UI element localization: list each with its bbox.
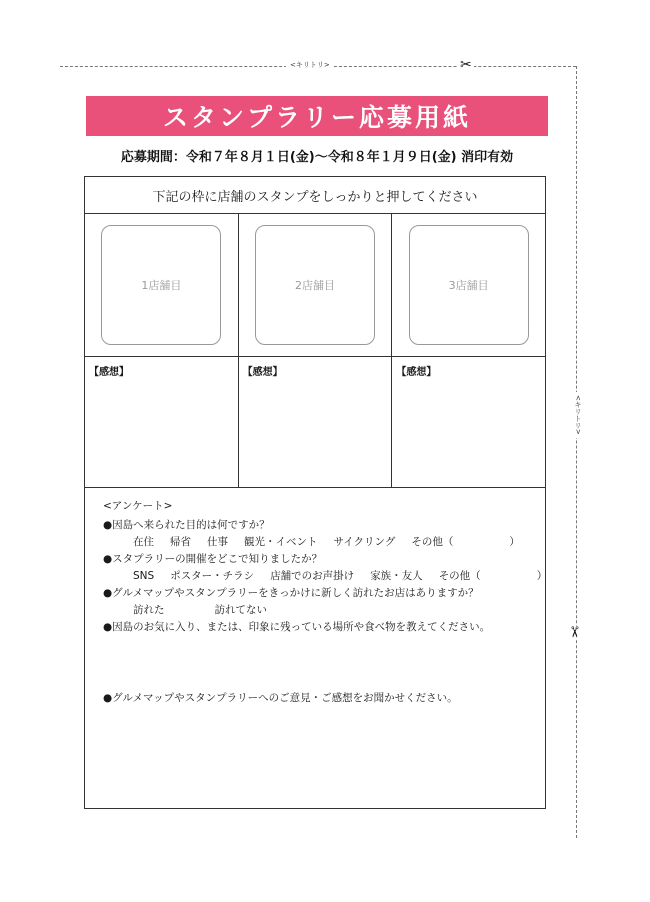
option[interactable]: 帰省 — [170, 536, 191, 548]
stamp-cell-2 — [238, 214, 392, 356]
impression-label: 【感想】 — [89, 367, 129, 378]
stamp-cell-3 — [391, 214, 545, 356]
survey-question: ●グルメマップやスタンプラリーへのご意見・ご感想をお聞かせください。 — [103, 692, 458, 704]
option[interactable]: サイクリング — [333, 536, 396, 548]
answer-area[interactable] — [103, 636, 527, 690]
stamp-box[interactable]: 2店舗目 — [255, 225, 375, 345]
scissors-icon: ✂ — [460, 57, 472, 73]
option[interactable]: 訪れてない — [214, 604, 267, 616]
impression-field[interactable] — [391, 357, 545, 487]
entry-form — [84, 176, 546, 809]
option[interactable]: 訪れた — [133, 604, 165, 616]
cut-label-vertical: <キリトリ> — [571, 392, 583, 438]
option[interactable]: SNS — [133, 570, 155, 582]
survey-options — [103, 534, 527, 551]
scissors-icon: ✂ — [565, 625, 584, 639]
stamp-cell-1 — [85, 214, 238, 356]
impression-label: 【感想】 — [396, 367, 437, 378]
cut-line-vertical — [576, 66, 577, 838]
survey-options — [103, 568, 548, 585]
form-title: スタンプラリー応募用紙 — [86, 96, 548, 136]
impression-field[interactable] — [238, 357, 392, 487]
impression-field[interactable] — [85, 357, 238, 487]
impression-label: 【感想】 — [242, 367, 283, 378]
application-period: 応募期間：令和７年８月１日(金)～令和８年１月９日(金) 消印有効 — [120, 150, 514, 165]
survey-title: <アンケート> — [103, 500, 173, 512]
survey-question: ●因島のお気に入り、または、印象に残っている場所や食べ物を教えてください。 — [103, 621, 491, 633]
survey-question: ●因島へ来られた目的は何ですか？ — [103, 519, 270, 531]
option[interactable]: その他（ — [411, 536, 454, 548]
stamp-row — [85, 214, 545, 357]
option[interactable]: その他（ — [438, 570, 481, 582]
impression-row — [85, 357, 545, 488]
option[interactable]: 家族・友人 — [370, 570, 423, 582]
stamp-box[interactable]: 3店舗目 — [409, 225, 529, 345]
option-paren-close: ） — [509, 536, 520, 548]
option[interactable]: 仕事 — [207, 536, 228, 548]
survey-section — [85, 488, 548, 717]
survey-question: ●スタプラリーの開催をどこで知りましたか？ — [103, 553, 323, 565]
survey-options — [103, 602, 527, 619]
option-paren-close: ） — [536, 570, 548, 582]
option[interactable]: 在住 — [133, 536, 154, 548]
stamp-box[interactable]: 1店舗目 — [101, 225, 221, 345]
option[interactable]: 観光・イベント — [244, 536, 318, 548]
stamp-instruction: 下記の枠に店舗のスタンプをしっかりと押してください — [85, 177, 545, 214]
survey-question: ●グルメマップやスタンプラリーをきっかけに新しく訪れたお店はありますか？ — [103, 587, 479, 599]
option[interactable]: ポスター・チラシ — [170, 570, 255, 582]
cut-label-horizontal: <キリトリ> — [286, 60, 334, 70]
option[interactable]: 店舗でのお声掛け — [270, 570, 355, 582]
